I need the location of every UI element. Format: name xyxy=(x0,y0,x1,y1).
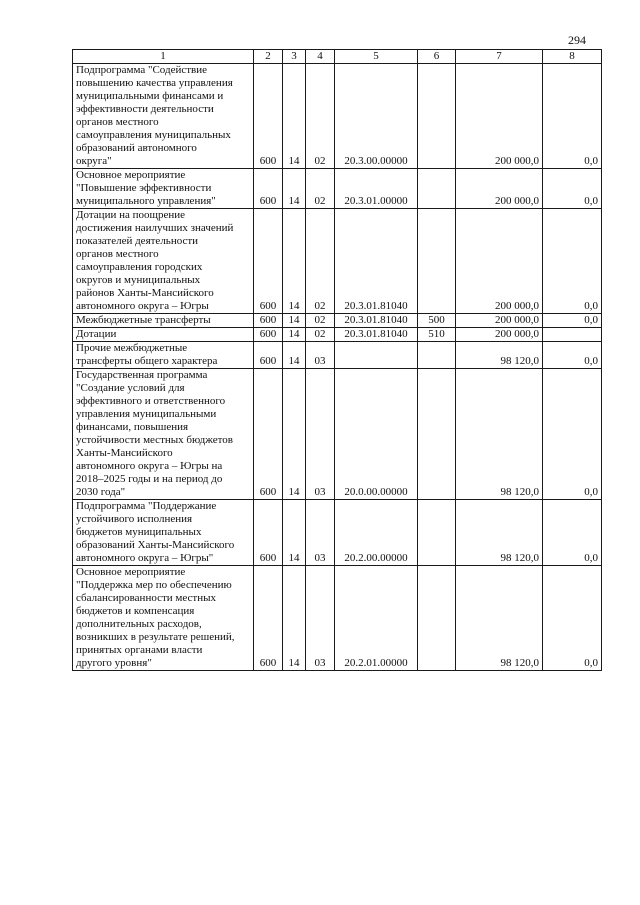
cell-code: 600 xyxy=(254,64,283,169)
table-row xyxy=(73,328,602,342)
column-header: 2 xyxy=(254,50,283,64)
cell-target: 20.3.01.00000 xyxy=(335,169,418,209)
cell-target: 20.3.00.00000 xyxy=(335,64,418,169)
cell-code: 600 xyxy=(254,500,283,566)
cell-expense-type: 510 xyxy=(418,328,456,342)
cell-expense-type xyxy=(418,566,456,671)
cell-expense-type xyxy=(418,64,456,169)
cell-amount: 98 120,0 xyxy=(456,342,543,369)
cell-section: 14 xyxy=(283,500,306,566)
cell-section: 14 xyxy=(283,328,306,342)
cell-expense-type xyxy=(418,369,456,500)
cell-subsection: 02 xyxy=(306,328,335,342)
row-name: Государственная программа "Создание условий для эффективного и ответственного управления муниципальными финансами, повышения устойчивости местных бюджетов Ханты-Мансийского автономного округа – Югры на 2018–2025 годы и на период до 2030 года" xyxy=(73,369,254,500)
cell-code: 600 xyxy=(254,369,283,500)
cell-section: 14 xyxy=(283,314,306,328)
row-name: Подпрограмма "Поддержание устойчивого исполнения бюджетов муниципальных образований Ханты-Мансийского автономного округа – Югры" xyxy=(73,500,254,566)
cell-amount: 200 000,0 xyxy=(456,314,543,328)
cell-subsection: 02 xyxy=(306,209,335,314)
cell-subsection: 03 xyxy=(306,342,335,369)
row-name: Дотации xyxy=(73,328,254,342)
table-row xyxy=(73,342,602,369)
cell-expense-type xyxy=(418,169,456,209)
cell-target: 20.3.01.81040 xyxy=(335,209,418,314)
cell-amount-2: 0,0 xyxy=(543,342,602,369)
row-name: Подпрограмма "Содействие повышению качества управления муниципальными финансами и эффективности деятельности органов местного самоуправления муниципальных образований автономного округа" xyxy=(73,64,254,169)
cell-expense-type xyxy=(418,500,456,566)
cell-amount-2 xyxy=(543,328,602,342)
table-row xyxy=(73,500,602,566)
cell-section: 14 xyxy=(283,566,306,671)
cell-code: 600 xyxy=(254,566,283,671)
cell-amount-2: 0,0 xyxy=(543,566,602,671)
cell-section: 14 xyxy=(283,369,306,500)
cell-expense-type: 500 xyxy=(418,314,456,328)
cell-code: 600 xyxy=(254,328,283,342)
cell-amount-2: 0,0 xyxy=(543,64,602,169)
row-name: Дотации на поощрение достижения наилучших значений показателей деятельности органов местного самоуправления городских округов и муниципальных районов Ханты-Мансийского автономного округа – Югры xyxy=(73,209,254,314)
cell-amount-2: 0,0 xyxy=(543,314,602,328)
cell-code: 600 xyxy=(254,209,283,314)
cell-subsection: 02 xyxy=(306,64,335,169)
table-row xyxy=(73,314,602,328)
cell-subsection: 03 xyxy=(306,369,335,500)
cell-section: 14 xyxy=(283,209,306,314)
cell-subsection: 02 xyxy=(306,314,335,328)
table-row xyxy=(73,209,602,314)
cell-target: 20.3.01.81040 xyxy=(335,328,418,342)
column-header: 7 xyxy=(456,50,543,64)
cell-amount: 98 120,0 xyxy=(456,369,543,500)
header-row xyxy=(73,50,602,64)
cell-amount-2: 0,0 xyxy=(543,169,602,209)
table-row xyxy=(73,369,602,500)
column-header: 1 xyxy=(73,50,254,64)
row-name: Основное мероприятие "Повышение эффективности муниципального управления" xyxy=(73,169,254,209)
cell-subsection: 02 xyxy=(306,169,335,209)
cell-target: 20.2.00.00000 xyxy=(335,500,418,566)
budget-table xyxy=(72,49,602,671)
cell-amount: 98 120,0 xyxy=(456,566,543,671)
cell-target: 20.2.01.00000 xyxy=(335,566,418,671)
page-number: 294 xyxy=(568,33,586,47)
cell-code: 600 xyxy=(254,342,283,369)
cell-code: 600 xyxy=(254,314,283,328)
cell-amount: 200 000,0 xyxy=(456,209,543,314)
cell-amount: 200 000,0 xyxy=(456,64,543,169)
cell-amount: 200 000,0 xyxy=(456,328,543,342)
cell-section: 14 xyxy=(283,342,306,369)
column-header: 6 xyxy=(418,50,456,64)
cell-amount-2: 0,0 xyxy=(543,369,602,500)
cell-target: 20.0.00.00000 xyxy=(335,369,418,500)
cell-amount-2: 0,0 xyxy=(543,500,602,566)
cell-code: 600 xyxy=(254,169,283,209)
row-name: Межбюджетные трансферты xyxy=(73,314,254,328)
cell-target xyxy=(335,342,418,369)
column-header: 8 xyxy=(543,50,602,64)
cell-amount-2: 0,0 xyxy=(543,209,602,314)
row-name: Прочие межбюджетные трансферты общего характера xyxy=(73,342,254,369)
column-header: 4 xyxy=(306,50,335,64)
cell-section: 14 xyxy=(283,169,306,209)
column-header: 3 xyxy=(283,50,306,64)
column-header: 5 xyxy=(335,50,418,64)
table-row xyxy=(73,566,602,671)
cell-amount: 200 000,0 xyxy=(456,169,543,209)
cell-target: 20.3.01.81040 xyxy=(335,314,418,328)
row-name: Основное мероприятие "Поддержка мер по обеспечению сбалансированности местных бюджетов и компенсация дополнительных расходов, возникших в результате решений, принятых органами власти другого уровня" xyxy=(73,566,254,671)
cell-subsection: 03 xyxy=(306,500,335,566)
table-row xyxy=(73,64,602,169)
cell-subsection: 03 xyxy=(306,566,335,671)
cell-expense-type xyxy=(418,209,456,314)
cell-expense-type xyxy=(418,342,456,369)
cell-section: 14 xyxy=(283,64,306,169)
table-row xyxy=(73,169,602,209)
cell-amount: 98 120,0 xyxy=(456,500,543,566)
